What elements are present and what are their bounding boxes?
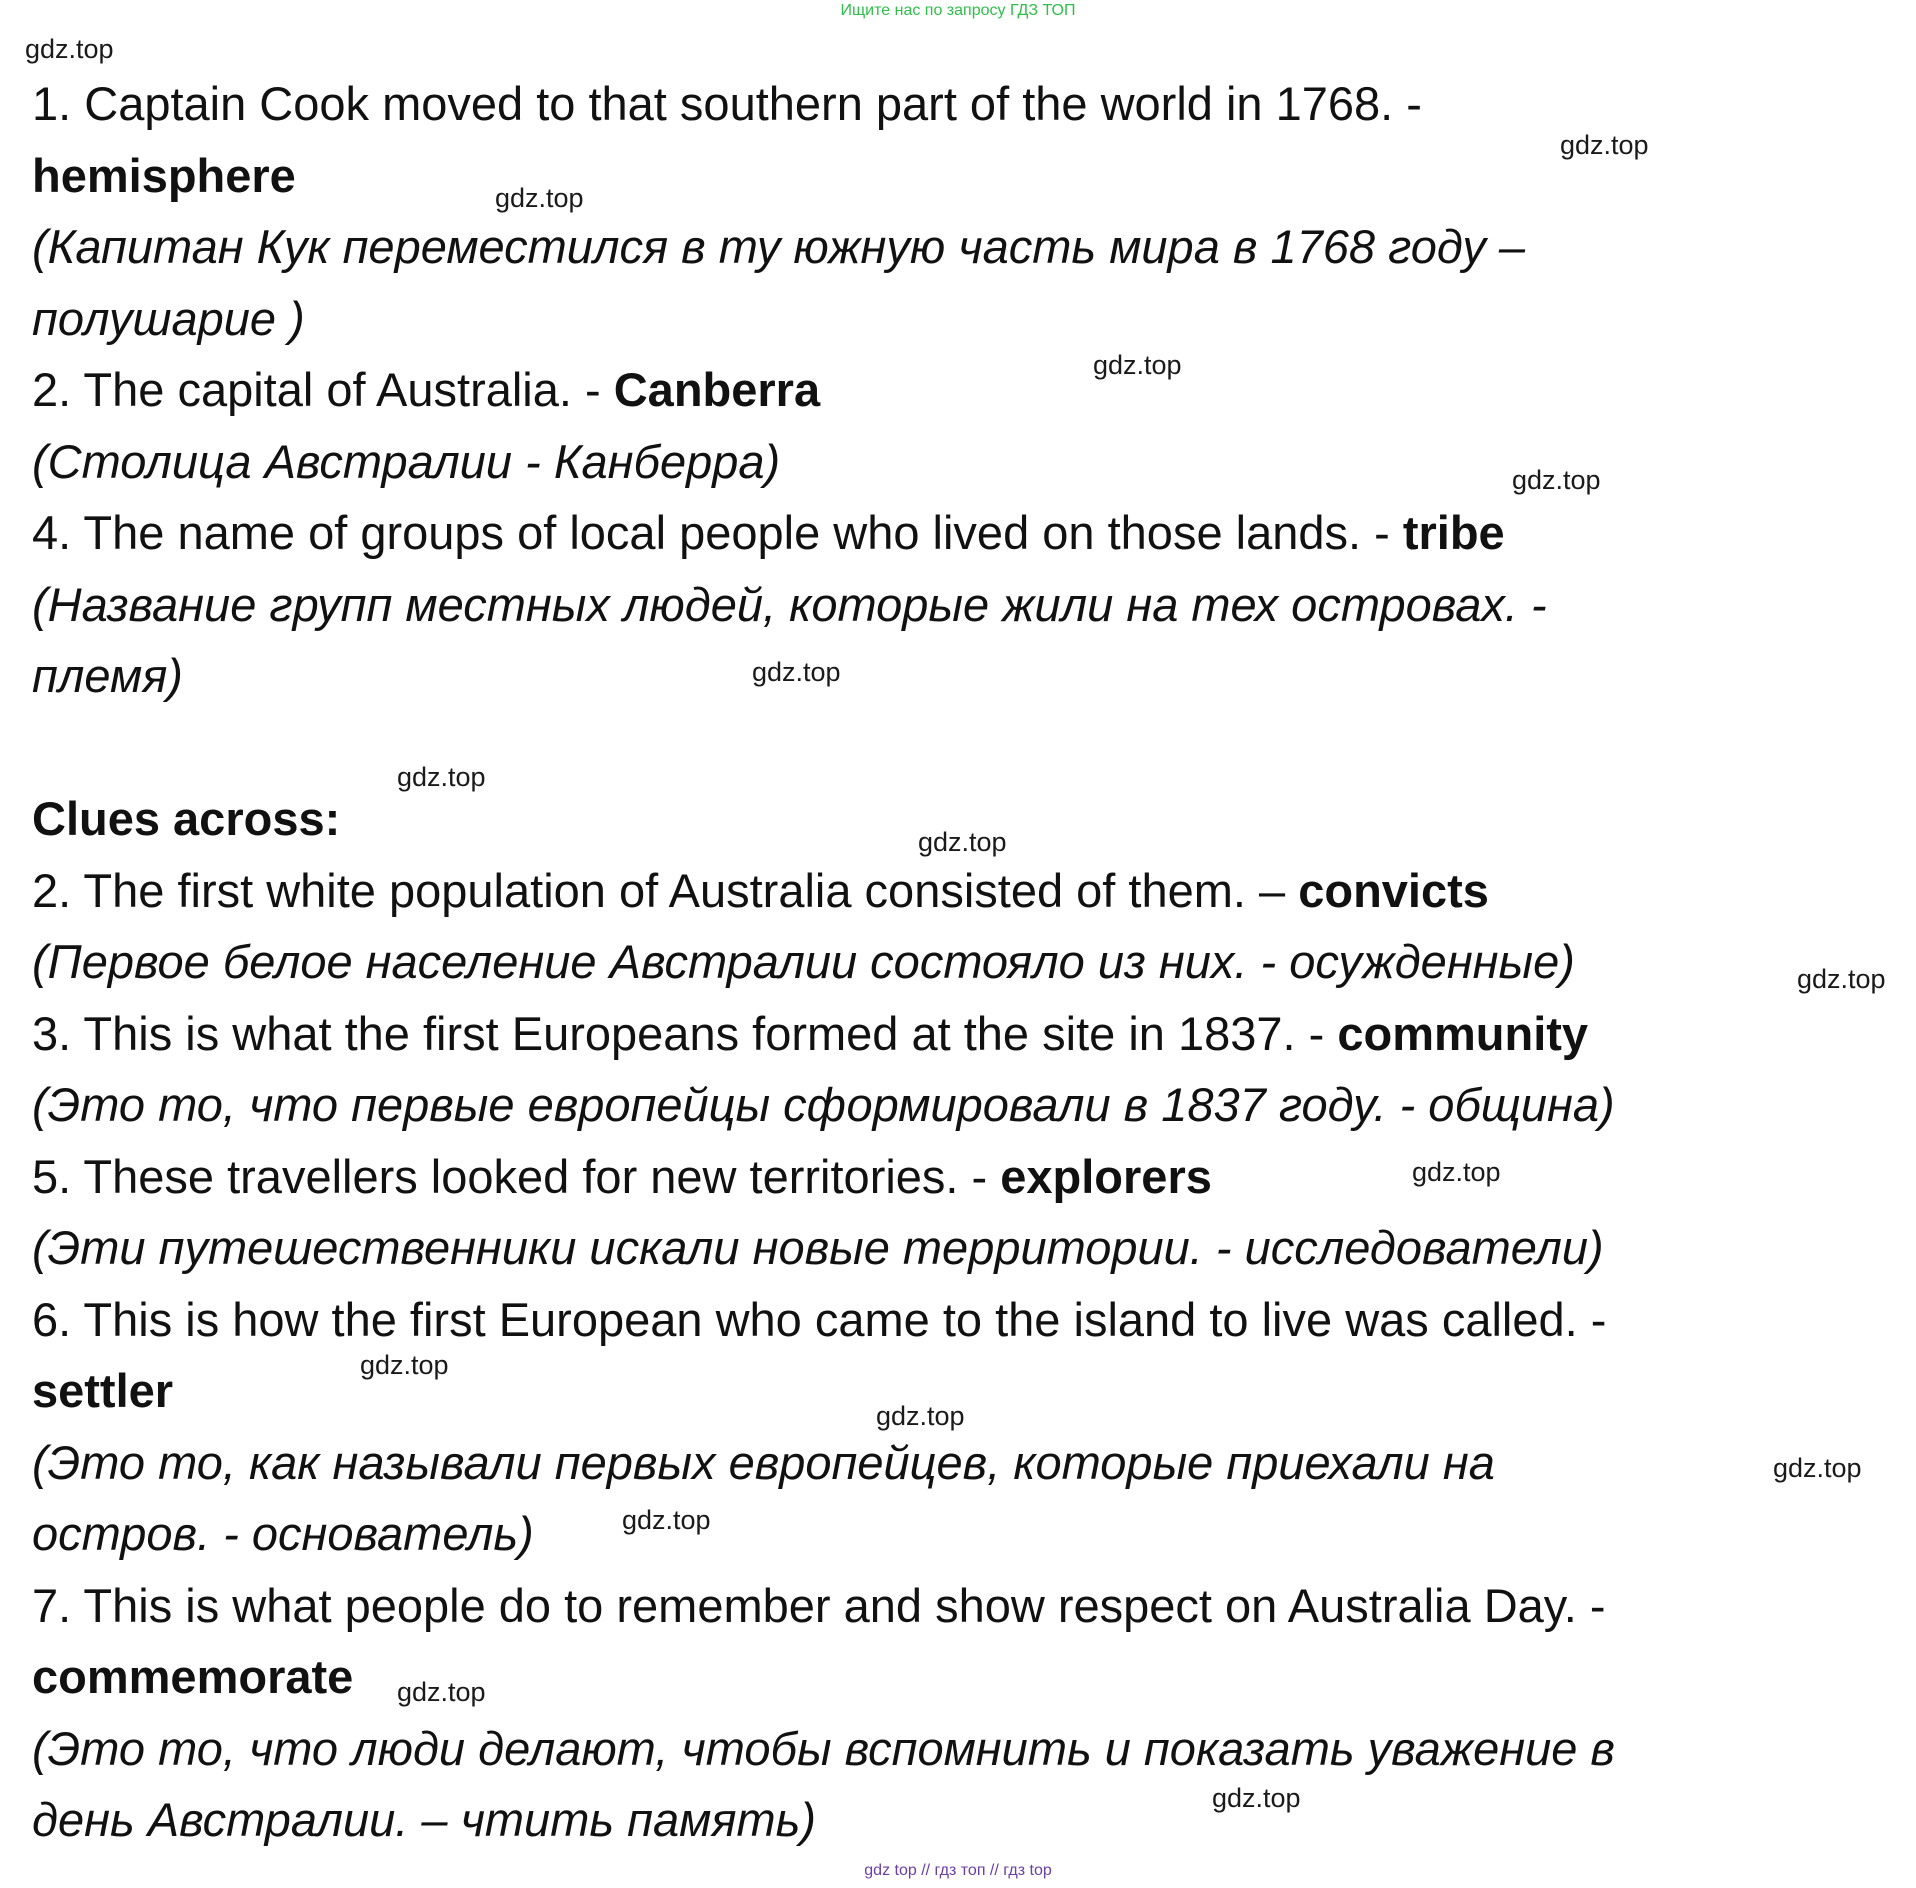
translation-line: (Это то, что люди делают, чтобы вспомнить и показать уважение в (32, 1721, 1615, 1775)
translation-line: племя) (32, 649, 183, 702)
footer-links: gdz top // гдз топ // гдз top (864, 1862, 1052, 1879)
watermark: gdz.top (1797, 964, 1886, 994)
translation-line: (Первое белое население Австралии состояло из них. - осужденные) (32, 935, 1575, 988)
question-line (32, 998, 1892, 1070)
translation-line: остров. - основатель) (32, 1507, 534, 1560)
translation-line: полушарие ) (32, 291, 305, 345)
answer-word: tribe (1402, 506, 1505, 559)
question-text: 4. The name of groups of local people who lived on those lands. - (32, 506, 1390, 559)
question-line (32, 497, 1892, 569)
watermark: gdz.top (495, 183, 584, 213)
translation-line: (Это то, что первые европейцы сформировали в 1837 году. - община) (32, 1078, 1615, 1131)
question-line: 6. This is how the first European who came to the island to live was called. - (32, 1292, 1607, 1346)
top-banner: Ищите нас по запросу ГДЗ ТОП (840, 2, 1076, 19)
watermark: gdz.top (1512, 465, 1601, 495)
answer-word: community (1337, 1006, 1589, 1060)
translation-line: (Это то, как называли первых европейцев, которые приехали на (32, 1435, 1495, 1489)
translation-line: (Капитан Кук переместился в ту южную часть мира в 1768 году – (32, 220, 1526, 273)
watermark: gdz.top (918, 827, 1007, 857)
translation-line: (Столица Австралии - Канберра) (32, 434, 781, 488)
watermark: gdz.top (1560, 130, 1649, 160)
watermark: gdz.top (1773, 1453, 1862, 1483)
question-line: 1. Captain Cook moved to that southern part of the world in 1768. - (32, 77, 1422, 130)
answer-word: hemisphere (32, 148, 296, 202)
document-body (32, 68, 1892, 1856)
watermark: gdz.top (25, 34, 114, 64)
answer-word: Canberra (613, 363, 821, 416)
watermark: gdz.top (397, 762, 486, 792)
watermark: gdz.top (1212, 1783, 1301, 1813)
watermark: gdz.top (876, 1401, 965, 1431)
answer-word: commemorate (32, 1650, 354, 1703)
blank-line (32, 712, 1892, 784)
question-line: 7. This is what people do to remember and show respect on Australia Day. - (32, 1578, 1606, 1632)
watermark: gdz.top (1093, 350, 1182, 380)
section-heading: Clues across: (32, 792, 341, 845)
watermark: gdz.top (397, 1677, 486, 1707)
question-text: 3. This is what the first Europeans formed at the site in 1837. - (32, 1006, 1325, 1060)
question-text: 5. These travellers looked for new territories. - (32, 1149, 988, 1203)
watermark: gdz.top (752, 657, 841, 687)
question-line (32, 354, 1892, 426)
answer-word: explorers (1000, 1149, 1212, 1203)
translation-line: (Название групп местных людей, которые жили на тех островах. - (32, 577, 1547, 631)
watermark: gdz.top (622, 1505, 711, 1535)
answer-word: convicts (1298, 863, 1489, 917)
question-line (32, 855, 1892, 927)
translation-line: (Эти путешественники искали новые территории. - исследователи) (32, 1221, 1604, 1274)
watermark: gdz.top (360, 1350, 449, 1380)
question-text: 2. The first white population of Australia consisted of them. – (32, 863, 1286, 917)
question-text: 2. The capital of Australia. - (32, 363, 601, 416)
answer-word: settler (32, 1364, 174, 1417)
translation-line: день Австралии. – чтить память) (32, 1793, 816, 1846)
question-line (32, 1141, 1892, 1213)
watermark: gdz.top (1412, 1157, 1501, 1187)
